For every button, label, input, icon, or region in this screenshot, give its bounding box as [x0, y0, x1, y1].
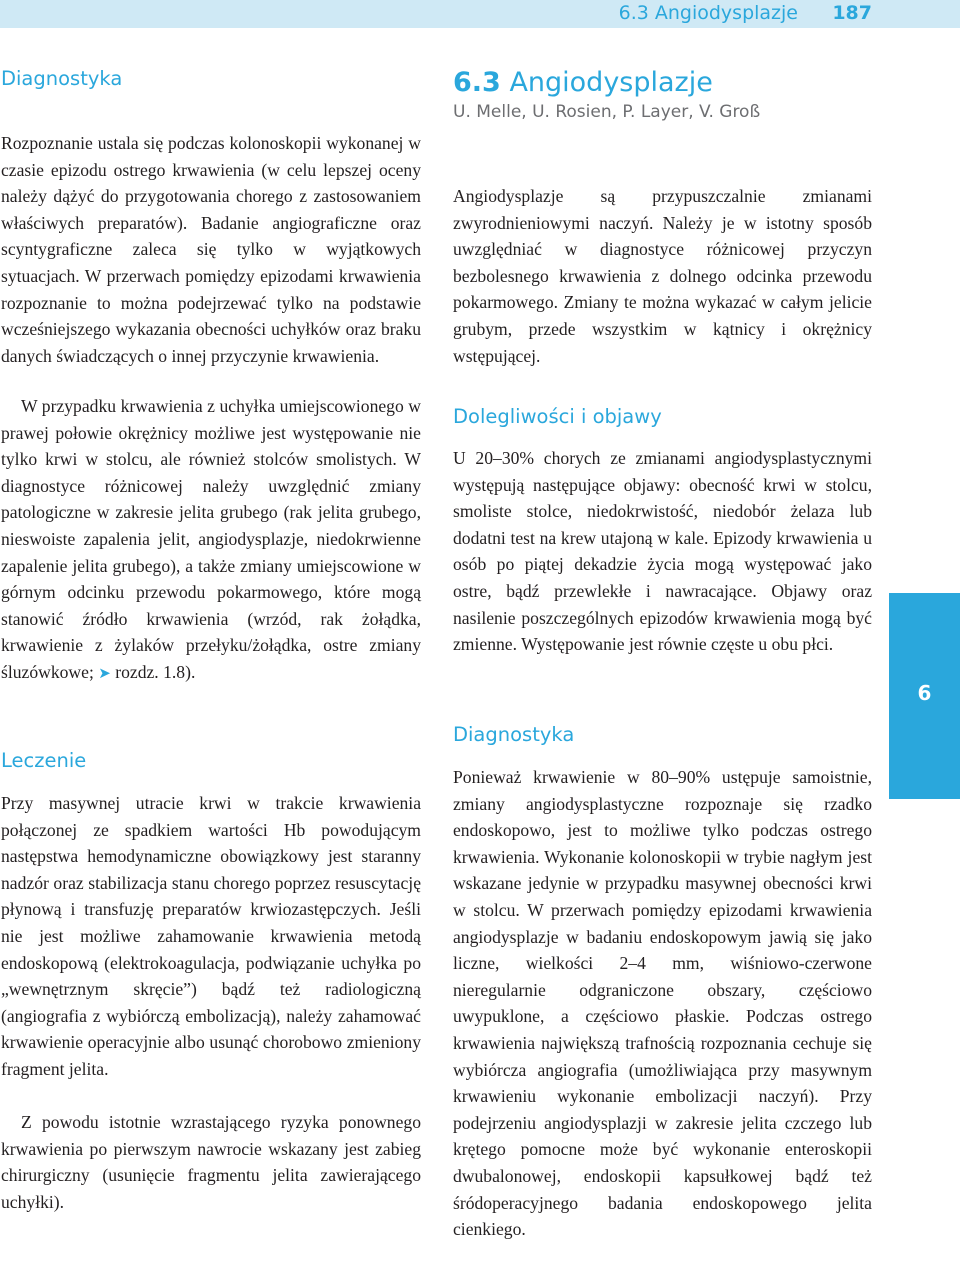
running-header [0, 0, 960, 28]
section-heading-treatment: Leczenie [1, 749, 87, 772]
chapter-title [453, 64, 713, 102]
section-heading-symptoms: Dolegliwości i objawy [453, 405, 662, 428]
treatment-paragraph-1: Przy masywnej utracie krwi w trakcie krwawienia połączonej ze spadkiem wartości Hb powodującym następstwa hemodynamiczne obowiązkowy jest staranny nadzór oraz stabilizacja stanu chorego poprzez resuscytację płynową i transfuzję preparatów krwiozastępczych. Jeśli nie jest możliwe zahamowanie krwawienia metodą endoskopową (elektrokoagulacja, podwiązanie uchyłka po „wewnętrznym skręcie”) bądź też radiologiczną (angiografia z wybiórczą embolizacją), należy zahamować krwawienie operacyjnie albo usunąć chorobowo zmieniony fragment jelita. [1, 793, 421, 1079]
diagnostics-paragraph-1: Rozpoznanie ustala się podczas kolonoskopii wykonanej w czasie epizodu ostrego krwawienia (w celu lepszej oceny należy dążyć do przygotowania chorego z zastosowaniem właściwych preparatów). Badanie angiograficzne oraz scyntygraficzne zaleca się tylko w wyjątkowych sytuacjach. W przerwach pomiędzy epizodami krwawienia rozpoznanie to można podejrzewać tylko na podstawie wcześniejszego wykazania obecności uchyłków oraz braku danych świadczących o innej przyczynie krwawienia. [1, 133, 421, 366]
page-number: 187 [832, 2, 872, 24]
treatment-paragraph-2: Z powodu istotnie wzrastającego ryzyka ponownego krwawienia po pierwszym nawrocie wskazany jest zabieg chirurgiczny (usunięcie fragmentu jelita zawierającego uchyłki). [1, 1112, 421, 1212]
diagnostics-paragraph-2 [1, 393, 421, 687]
intro-paragraph: Angiodysplazje są przypuszczalnie zmianami zwyrodnieniowymi naczyń. Należy je w istotny sposób uwzględniać w diagnostyce różnicowej przyczyn bezbolesnego krwawienia z dolnego odcinka przewodu pokarmowego. Zmiany te można wykazać w całym jelicie grubym, przede wszystkim w kątnicy i okrężnicy wstępującej. [453, 186, 872, 366]
section-heading-diagnostics: Diagnostyka [1, 67, 123, 90]
cross-reference-arrow-icon: ➤ [98, 663, 111, 682]
chapter-number: 6.3 [453, 67, 501, 98]
cross-reference-link[interactable]: rozdz. 1.8). [115, 661, 196, 682]
running-header-section: 6.3 Angiodysplazje [618, 2, 798, 24]
diagnostics-paragraph-2-text: W przypadku krwawienia z uchyłka umiejscowionego w prawej połowie okrężnicy możliwe jest występowanie nie tylko krwi w stolcu, ale również stolców smolistych. W diagnostyce różnicowej należy uwzględnić zmiany patologiczne w zakresie jelita grubego (rak jelita grubego, nieswoiste zapalenia jelit, angiodysplazje, niedokrwienne zapalenie jelita grubego), a także zmiany umiejscowione w górnym odcinku przewodu pokarmowego, które mogą stanowić źródło krwawienia (wrzód, rak żołądka, krwawienie z żylaków przełyku/żołądka, ostre zmiany śluzówkowe; [1, 396, 421, 682]
symptoms-paragraph: U 20–30% chorych ze zmianami angiodysplastycznymi występują następujące objawy: obecność krwi w stolcu, smoliste stolce, niedokrwistość, niedobór żelaza lub dodatni test na krew utajoną w kale. Epizody krwawienia u osób po piątej dekadzie życia mogą występować jako ostre, bądź przewlekłe i nawracające. Objawy oraz nasilenie poszczególnych epizodów krwawienia mogą być zmienne. Występowanie jest równie częste u obu płci. [453, 448, 872, 655]
chapter-thumb-tab [889, 593, 960, 799]
section-heading-diagnostics-right: Diagnostyka [453, 723, 575, 746]
diagnostics-paragraph-right: Ponieważ krwawienie w 80–90% ustępuje samoistnie, zmiany angiodysplastyczne rozpoznaje się rzadko endoskopowo, jest to możliwe tylko podczas ostrego krwawienia. Wykonanie kolonoskopii w trybie nagłym jest wskazane jedynie w przypadku masywnej obecności krwi w stolcu. W przerwach pomiędzy epizodami krwawienia angiodysplazje w badaniu endoskopowym jawią się jako liczne, wielkości 2–4 mm, wiśniowo-czerwone nieregularnie odgraniczone obszary, częściowo uwypuklone, a częściowo płaskie. Podczas ostrego krwawienia największą trafnością rozpoznania cechuje się wybiórcza angiografia (umożliwiająca przy masywnym krwawieniu wykonanie embolizacji naczyń). Przy podejrzeniu angiodysplazji w zakresie jelita czczego lub krętego pomocne może być wykonanie enteroskopii dwubalonowej, endoskopii kapsułkowej bądź też śródoperacyjnego badania endoskopowego jelita cienkiego. [453, 767, 872, 1240]
chapter-tab-number: 6 [917, 681, 932, 705]
chapter-title-text: Angiodysplazje [509, 67, 713, 98]
chapter-authors: U. Melle, U. Rosien, P. Layer, V. Groß [453, 102, 761, 122]
